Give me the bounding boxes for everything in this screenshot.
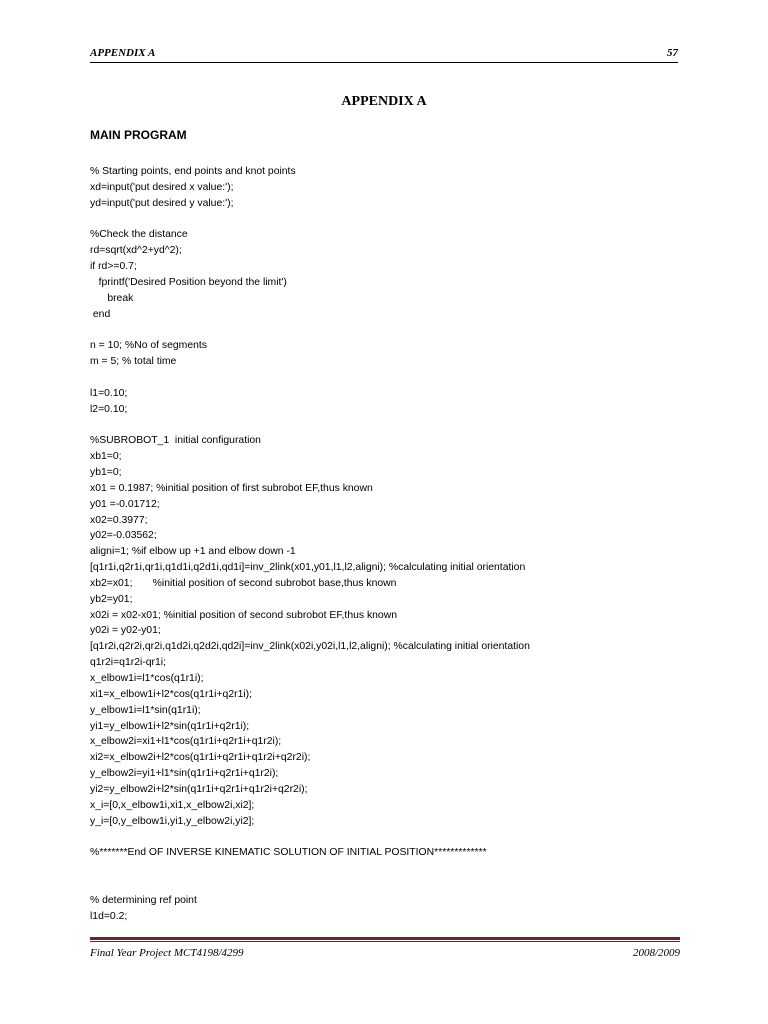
code-line: yd=input('put desired y value:'); (90, 197, 234, 209)
code-line: end (90, 308, 111, 320)
code-line: % determining ref point (90, 894, 197, 906)
code-line (90, 829, 690, 845)
code-line: y_elbow2i=yi1+l1*sin(q1r1i+q2r1i+q1r2i); (90, 768, 279, 780)
code-line: yi1=y_elbow1i+l2*sin(q1r1i+q2r1i); (90, 720, 250, 732)
code-line (90, 322, 690, 338)
code-line: xd=input('put desired x value:'); (90, 181, 234, 193)
code-line: x_i=[0,x_elbow1i,xi1,x_elbow2i,xi2]; (90, 799, 255, 811)
code-line (90, 877, 690, 893)
code-line: %Check the distance (90, 229, 188, 241)
code-line: q1r2i=q1r2i-qr1i; (90, 657, 166, 669)
code-line: xi2=x_elbow2i+l2*cos(q1r1i+q2r1i+q1r2i+q2r2i); (90, 752, 311, 764)
code-line: fprintf('Desired Position beyond the limit') (90, 276, 287, 288)
code-line: y_elbow1i=l1*sin(q1r1i); (90, 704, 201, 716)
code-line: xi1=x_elbow1i+l2*cos(q1r1i+q2r1i); (90, 688, 253, 700)
code-line: aligni=1; %if elbow up +1 and elbow down -1 (90, 546, 296, 558)
page-title: APPENDIX A (341, 94, 427, 109)
code-listing (90, 164, 690, 925)
page-number: 57 (667, 47, 678, 59)
section-heading: MAIN PROGRAM (90, 128, 187, 142)
code-line: [q1r1i,q2r1i,qr1i,q1d1i,q2d1i,qd1i]=inv_2link(x01,y01,l1,l2,aligni); %calculating initial orientation (90, 562, 526, 574)
code-line: x02i = x02-x01; %initial position of second subrobot EF,thus known (90, 609, 397, 621)
code-line (90, 861, 690, 877)
code-line: yb1=0; (90, 467, 122, 479)
code-line (90, 418, 690, 434)
code-line: y02=-0.03562; (90, 530, 157, 542)
code-line: y01 =-0.01712; (90, 498, 160, 510)
footer-right: 2008/2009 (632, 947, 680, 959)
code-line: x_elbow2i=xi1+l1*cos(q1r1i+q2r1i+q1r2i); (90, 736, 282, 748)
code-line: l1=0.10; (90, 387, 128, 399)
code-line: x_elbow1i=l1*cos(q1r1i); (90, 673, 204, 684)
footer-left: Final Year Project MCT4198/4299 (90, 947, 244, 959)
code-line: xb1=0; (90, 451, 122, 463)
code-line: rd=sqrt(xd^2+yd^2); (90, 245, 182, 257)
code-line: [q1r2i,q2r2i,qr2i,q1d2i,q2d2i,qd2i]=inv_2link(x02i,y02i,l1,l2,aligni); %calculating initial orientation (90, 641, 530, 653)
code-line (90, 370, 690, 386)
code-line (90, 212, 690, 228)
footer-rule-thin (90, 941, 680, 942)
code-line: y02i = y02-y01; (90, 625, 161, 637)
code-line: yi2=y_elbow2i+l2*sin(q1r1i+q2r1i+q1r2i+q2r2i); (90, 783, 308, 795)
code-line: x01 = 0.1987; %initial position of first subrobot EF,thus known (90, 482, 373, 494)
code-line: l2=0.10; (90, 403, 128, 415)
code-line: %*******End OF INVERSE KINEMATIC SOLUTION OF INITIAL POSITION************* (90, 847, 487, 859)
footer-rule (90, 937, 680, 940)
code-line: y_i=[0,y_elbow1i,yi1,y_elbow2i,yi2]; (90, 815, 255, 827)
code-line: %SUBROBOT_1 initial configuration (90, 435, 261, 447)
code-line: break (90, 292, 134, 304)
code-line: n = 10; %No of segments (90, 340, 207, 352)
code-line: m = 5; % total time (90, 356, 177, 368)
code-line: x02=0.3977; (90, 514, 148, 526)
header-left: APPENDIX A (90, 47, 156, 59)
code-line: yb2=y01; (90, 593, 133, 605)
code-line: % Starting points, end points and knot points (90, 166, 296, 177)
running-header (90, 47, 678, 63)
code-line: if rd>=0.7; (90, 261, 137, 273)
code-line: l1d=0.2; (90, 910, 128, 922)
code-line: xb2=x01; %initial position of second subrobot base,thus known (90, 577, 397, 589)
